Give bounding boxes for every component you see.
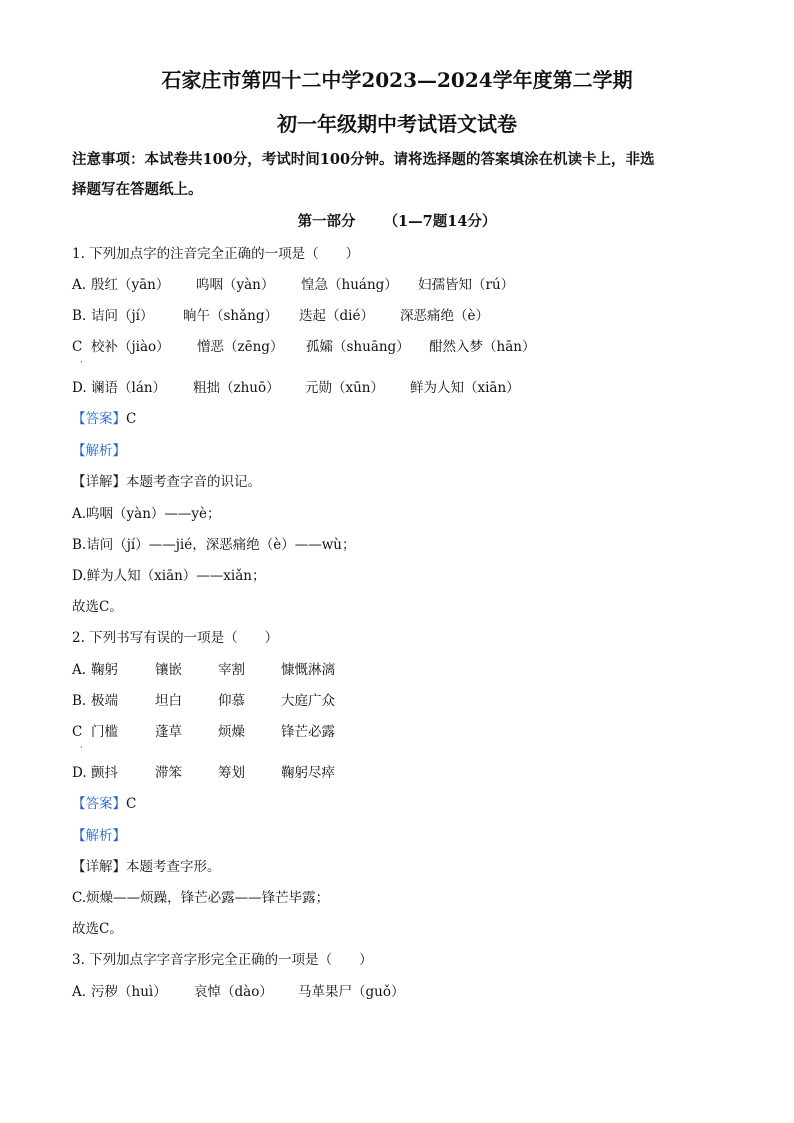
q1-note: A.呜咽（yàn）——yè；: [72, 506, 221, 522]
option-item: 慷慨淋漓: [281, 662, 335, 678]
exam-subtitle: 初一年级期中考试语文试卷: [277, 112, 517, 136]
option-item: 殷红（yān）: [91, 277, 170, 293]
option-item: 呜咽（yàn）: [196, 277, 275, 293]
answer-tag: 【答案】: [72, 411, 126, 427]
section-range: （1—7题14分）: [383, 213, 497, 230]
option-label: D.: [72, 765, 87, 781]
detail-tag: 【详解】: [72, 474, 126, 490]
section-name: 第一部分: [297, 213, 356, 230]
q1-detail: [72, 472, 261, 492]
option-label: B.: [72, 693, 87, 709]
option-item: 迭起（dié）: [299, 308, 374, 324]
q2-option-d: [72, 763, 732, 783]
q3-option-a: [72, 982, 732, 1002]
option-item: 鞠躬尽瘁: [281, 765, 335, 781]
option-item: 污秽（huì）: [91, 984, 167, 1000]
option-label: C: [72, 339, 83, 355]
option-item: 极端: [91, 693, 118, 709]
q2-detail: [72, 857, 221, 877]
option-item: 深恶痛绝（è）: [400, 308, 489, 324]
q2-option-c: [72, 722, 732, 742]
notice-block: [72, 145, 722, 205]
answer-value: C: [126, 796, 137, 812]
q1-analysis: [72, 441, 126, 461]
q1-option-d: [72, 378, 732, 398]
option-label: A.: [72, 277, 87, 293]
option-item: 诘问（jí）: [91, 308, 154, 324]
option-item: 大庭广众: [281, 693, 335, 709]
option-item: 滞笨: [155, 765, 182, 781]
option-item: 惶急（huáng）: [301, 277, 398, 293]
option-item: 粗拙（zhuō）: [193, 380, 280, 396]
q1-note: D.鲜为人知（xiān）——xiǎn；: [72, 568, 266, 584]
option-item: 谰语（lán）: [91, 380, 167, 396]
option-item: 宰割: [218, 662, 245, 678]
q3-stem: 3. 下列加点字字音字形完全正确的一项是（ ）: [72, 952, 373, 968]
detail-text: 本题考查字音的识记。: [126, 474, 261, 490]
notice-line-2: 择题写在答题纸上。: [72, 181, 203, 198]
analysis-tag: 【解析】: [72, 443, 126, 459]
option-item: 门槛: [91, 724, 118, 740]
q1-conclusion: 故选C。: [72, 599, 123, 615]
q2-option-a: [72, 660, 732, 680]
option-label: C: [72, 724, 83, 740]
option-item: 鲜为人知（xiān）: [410, 380, 520, 396]
analysis-tag: 【解析】: [72, 828, 126, 844]
q2-stem: 2. 下列书写有误的一项是（ ）: [72, 630, 279, 646]
option-item: 颤抖: [91, 765, 118, 781]
q1-stem: 1. 下列加点字的注音完全正确的一项是（ ）: [72, 246, 360, 262]
emphasis-dot: ·: [80, 743, 83, 753]
option-item: 元勋（xūn）: [305, 380, 385, 396]
option-item: 哀悼（dào）: [194, 984, 273, 1000]
notice-line-1: 注意事项：本试卷共100分，考试时间100分钟。请将选择题的答案填涂在机读卡上，非选: [72, 151, 655, 168]
option-item: 憎恶（zēng）: [197, 339, 284, 355]
option-item: 烦燥: [218, 724, 245, 740]
q1-option-a: [72, 275, 732, 295]
q2-answer: [72, 794, 136, 814]
answer-value: C: [126, 411, 137, 427]
option-item: 晌午（shǎng）: [183, 308, 279, 324]
option-item: 仰慕: [218, 693, 245, 709]
q2-conclusion: 故选C。: [72, 921, 123, 937]
option-item: 坦白: [155, 693, 182, 709]
q2-analysis: [72, 826, 126, 846]
q2-option-b: [72, 691, 732, 711]
detail-tag: 【详解】: [72, 859, 126, 875]
option-label: A.: [72, 662, 87, 678]
q1-option-c: [72, 337, 732, 357]
option-label: A.: [72, 984, 87, 1000]
emphasis-dot: ·: [80, 358, 83, 368]
option-item: 锋芒必露: [281, 724, 335, 740]
option-item: 孤孀（shuāng）: [306, 339, 410, 355]
option-item: 蓬草: [155, 724, 182, 740]
answer-tag: 【答案】: [72, 796, 126, 812]
exam-title: 石家庄市第四十二中学2023—2024学年度第二学期: [161, 68, 633, 92]
detail-text: 本题考查字形。: [126, 859, 221, 875]
q1-option-b: [72, 306, 732, 326]
option-item: 鞠躬: [91, 662, 118, 678]
option-item: 酣然入梦（hān）: [429, 339, 536, 355]
q1-note: B.诘问（jí）——jié，深恶痛绝（è）——wù；: [72, 537, 356, 553]
option-item: 马革果尸（guǒ）: [298, 984, 405, 1000]
option-label: B.: [72, 308, 87, 324]
option-item: 妇孺皆知（rú）: [418, 277, 515, 293]
q1-answer: [72, 409, 136, 429]
section-heading: [0, 210, 794, 234]
option-label: D.: [72, 380, 87, 396]
option-item: 校补（jiào）: [91, 339, 170, 355]
option-item: 筹划: [218, 765, 245, 781]
q2-note: C.烦燥——烦躁，锋芒必露——锋芒毕露；: [72, 890, 330, 906]
option-item: 镶嵌: [155, 662, 182, 678]
